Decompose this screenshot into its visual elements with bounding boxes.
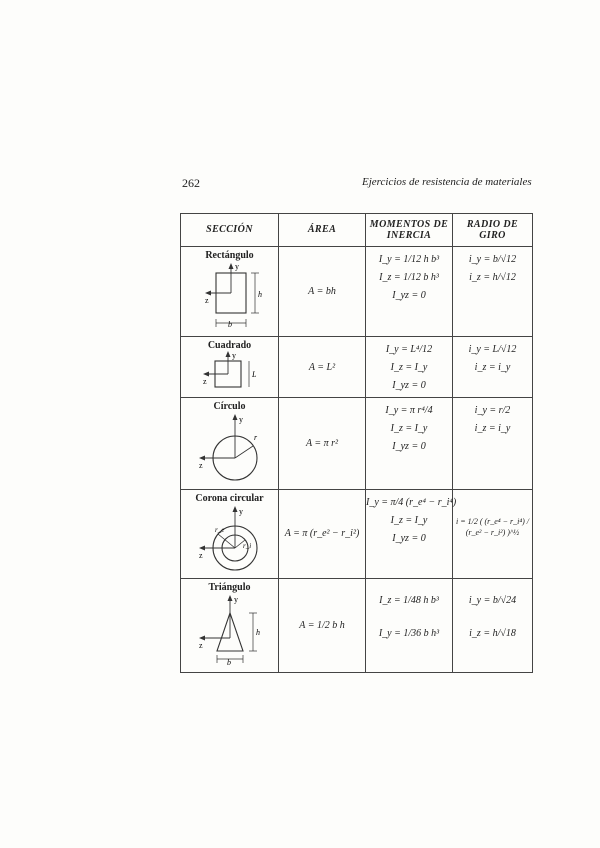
section-name: Corona circular bbox=[195, 492, 264, 504]
area-cell: A = π (r_e² − r_i²) bbox=[279, 489, 366, 578]
formula: I_z = 1/12 b h³ bbox=[379, 271, 439, 283]
annulus-diagram bbox=[185, 504, 275, 576]
formula: I_yz = 0 bbox=[392, 441, 426, 453]
moments-cell bbox=[366, 398, 453, 489]
moments-cell bbox=[366, 246, 453, 336]
area-cell: A = L² bbox=[279, 336, 366, 397]
table-row bbox=[181, 398, 533, 489]
formula: i_y = r/2 bbox=[474, 405, 511, 417]
square-diagram bbox=[185, 351, 275, 395]
radius-cell bbox=[453, 246, 533, 336]
area-cell: A = bh bbox=[279, 246, 366, 336]
formula: i_z = h/√12 bbox=[469, 271, 516, 283]
base-label: b bbox=[226, 657, 231, 667]
section-name: Cuadrado bbox=[207, 339, 252, 351]
formula: I_z = I_y bbox=[390, 514, 428, 526]
section-cell bbox=[181, 489, 279, 578]
rectangle-diagram bbox=[185, 261, 275, 333]
formula: I_y = 1/36 b h³ bbox=[378, 627, 440, 639]
formula: i_y = L/√12 bbox=[468, 343, 517, 355]
axis-z-label: z bbox=[198, 461, 203, 471]
radius-cell bbox=[453, 398, 533, 489]
formula: I_z = I_y bbox=[390, 361, 428, 373]
moments-cell bbox=[366, 336, 453, 397]
formula: I_y = π r⁴/4 bbox=[385, 405, 433, 417]
section-cell bbox=[181, 578, 279, 672]
axis-y-label: y bbox=[231, 350, 236, 360]
formula: I_yz = 0 bbox=[392, 289, 426, 301]
side-label: L bbox=[251, 369, 256, 379]
axis-y-label: y bbox=[238, 506, 243, 516]
axis-y-label: y bbox=[233, 594, 238, 604]
header-area: ÁREA bbox=[279, 214, 366, 247]
formula: i_z = h/√18 bbox=[469, 627, 516, 639]
formula: i_y = b/√24 bbox=[468, 594, 517, 606]
triangle-diagram bbox=[185, 593, 275, 669]
outer-radius-label: r_e bbox=[214, 525, 224, 534]
radius-cell bbox=[453, 489, 533, 578]
axis-z-label: z bbox=[204, 295, 209, 305]
circle-diagram bbox=[185, 412, 275, 486]
axis-z-label: z bbox=[198, 550, 203, 560]
axis-y-label: y bbox=[238, 415, 243, 425]
formula: I_z = I_y bbox=[390, 423, 428, 435]
header-radius: RADIO DE GIRO bbox=[453, 214, 533, 247]
header-moments: MOMENTOS DE INERCIA bbox=[366, 214, 453, 247]
area-cell: A = 1/2 b h bbox=[279, 578, 366, 672]
section-cell bbox=[181, 336, 279, 397]
section-name: Rectángulo bbox=[205, 249, 254, 261]
header-section: SECCIÓN bbox=[181, 214, 279, 247]
height-label: h bbox=[255, 627, 260, 637]
section-name: Triángulo bbox=[208, 581, 251, 593]
axis-y-label: y bbox=[234, 261, 239, 271]
inner-radius-label: r_i bbox=[242, 541, 251, 550]
formula: I_yz = 0 bbox=[392, 532, 426, 544]
moments-cell bbox=[366, 578, 453, 672]
formula: I_y = 1/12 h b³ bbox=[378, 253, 440, 265]
table-row bbox=[181, 578, 533, 672]
base-label: b bbox=[227, 319, 232, 329]
formula: i_z = i_y bbox=[474, 423, 511, 435]
table-row bbox=[181, 246, 533, 336]
formula: I_y = π/4 (r_e⁴ − r_i⁴) bbox=[366, 496, 457, 508]
section-cell bbox=[181, 246, 279, 336]
page-number: 262 bbox=[182, 176, 200, 190]
table-header-row bbox=[181, 214, 533, 247]
radius-cell bbox=[453, 578, 533, 672]
formula: I_yz = 0 bbox=[392, 379, 426, 391]
moments-cell bbox=[366, 489, 457, 578]
section-name: Círculo bbox=[213, 401, 246, 413]
running-title: Ejercicios de resistencia de materiales bbox=[362, 176, 532, 188]
table-row bbox=[181, 336, 533, 397]
height-label: h bbox=[257, 289, 262, 299]
section-cell bbox=[181, 398, 279, 489]
axis-z-label: z bbox=[198, 640, 203, 650]
radius-cell bbox=[453, 336, 533, 397]
radius-label: r bbox=[253, 433, 257, 443]
cross-section-properties-table bbox=[180, 213, 533, 673]
formula: i = 1/2 ( (r_e⁴ − r_i⁴) / (r_e² − r_i²) )^½ bbox=[455, 516, 530, 537]
table-row bbox=[181, 489, 533, 578]
formula: i_y = b/√12 bbox=[468, 253, 517, 265]
formula: i_z = i_y bbox=[474, 361, 511, 373]
area-cell: A = π r² bbox=[279, 398, 366, 489]
axis-z-label: z bbox=[202, 376, 207, 386]
formula: I_y = L⁴/12 bbox=[385, 343, 433, 355]
formula: I_z = 1/48 h b³ bbox=[379, 594, 439, 606]
